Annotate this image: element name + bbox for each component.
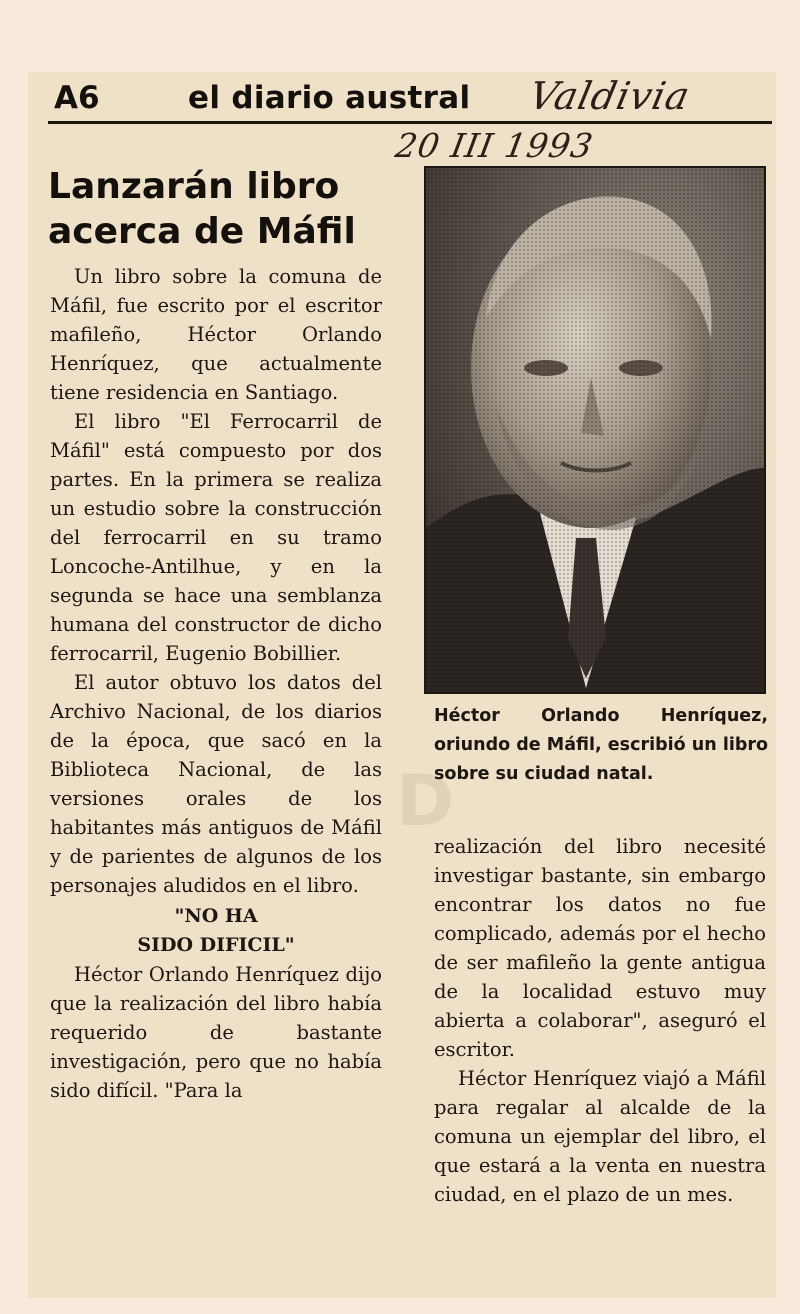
paragraph-5: realización del libro necesité investigar bastante, sin embargo encontrar los datos no fue complicado, además por el hecho de ser mafileño la gente antigua de la localidad estuvo muy abierta a colaborar", aseguró el escritor.: [434, 835, 766, 1061]
paragraph-4: Héctor Orlando Henríquez dijo que la realización del libro había requerido de bastante investigación, pero que no había sido difícil. "Para la: [50, 963, 382, 1102]
headline-line-1: Lanzarán libro: [48, 166, 340, 207]
subheading-line-1: "NO HA: [174, 905, 258, 927]
handwritten-date: 20 III 1993: [392, 126, 597, 165]
subheading-line-2: SIDO DIFICIL": [137, 934, 295, 956]
paragraph-1: Un libro sobre la comuna de Máfil, fue escrito por el escritor mafileño, Héctor Orlando Henríquez, que actualmente tiene residencia en Santiago.: [50, 265, 382, 404]
paragraph-2: El libro "El Ferrocarril de Máfil" está compuesto por dos partes. En la primera se realiza un estudio sobre la construcción del ferrocarril en su tramo Loncoche-Antilhue, y en la segunda se hace una semblanza humana del constructor de dicho ferrocarril, Eugenio Bobillier.: [50, 410, 382, 665]
headline-line-2: acerca de Máfil: [48, 211, 356, 252]
newspaper-name: el diario austral: [188, 80, 471, 116]
header-rule: [48, 121, 772, 124]
article-headline: [48, 164, 408, 254]
subheading: [50, 902, 382, 960]
right-column: [434, 832, 766, 1209]
handwritten-city: Valdivia: [525, 74, 695, 118]
photo-caption: Héctor Orlando Henríquez, oriundo de Máfil, escribió un libro sobre su ciudad natal.: [434, 706, 768, 784]
portrait-image: [426, 168, 764, 692]
bleed-through-text: D: [396, 760, 455, 842]
paragraph-3: El autor obtuvo los datos del Archivo Nacional, de los diarios de la época, que sacó en la Biblioteca Nacional, de las versiones orales de los habitantes más antiguos de Máfil y de parientes de algunos de los personajes aludidos en el libro.: [50, 671, 382, 897]
paragraph-6: Héctor Henríquez viajó a Máfil para regalar al alcalde de la comuna un ejemplar del libro, el que estará a la venta en nuestra ciudad, en el plazo de un mes.: [434, 1067, 766, 1206]
author-photo: [424, 166, 766, 694]
left-column: [50, 262, 382, 1105]
page-number: A6: [54, 80, 100, 116]
